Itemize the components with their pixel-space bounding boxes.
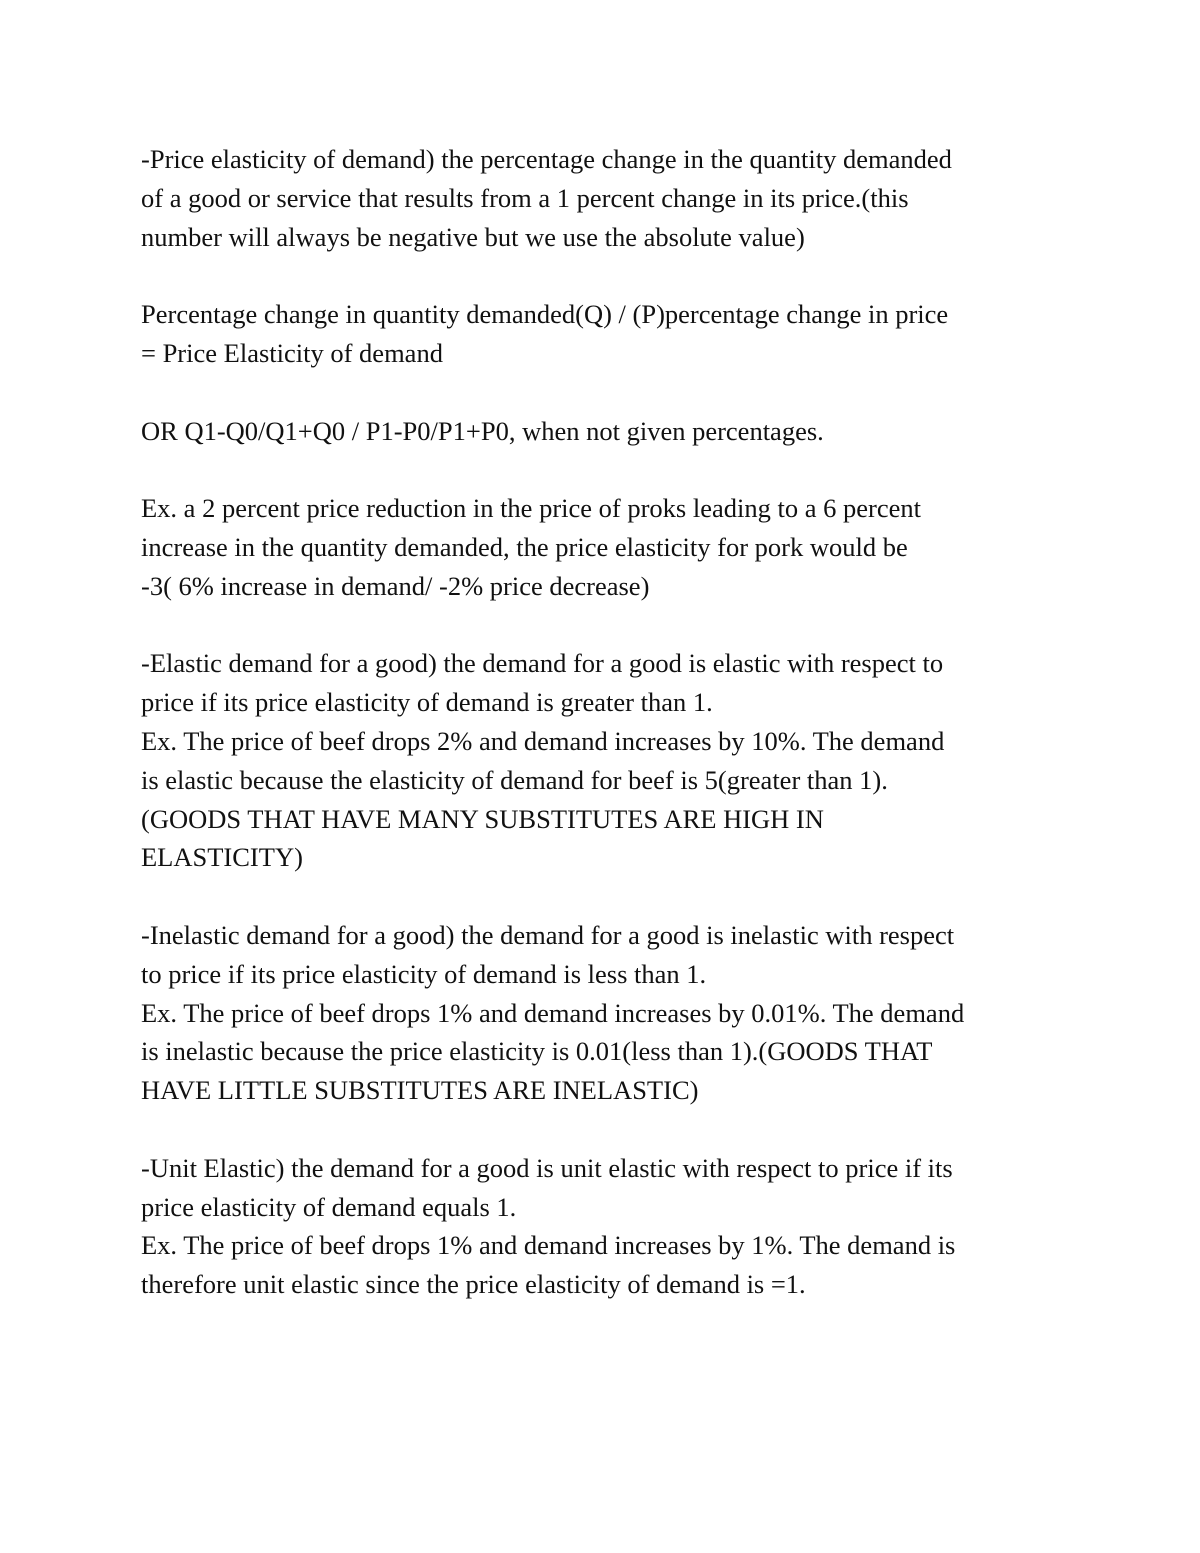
text-line: OR Q1-Q0/Q1+Q0 / P1-P0/P1+P0, when not given percentages. [141, 415, 824, 446]
text-line: is elastic because the elasticity of demand for beef is 5(greater than 1). [141, 764, 888, 795]
text-line: is inelastic because the price elasticity is 0.01(less than 1).(GOODS THAT [141, 1036, 933, 1067]
document-body [141, 140, 1071, 1343]
paragraph-midpoint-formula [141, 412, 1071, 451]
text-line: number will always be negative but we use the absolute value) [141, 221, 805, 252]
text-line: HAVE LITTLE SUBSTITUTES ARE INELASTIC) [141, 1075, 699, 1106]
text-line: = Price Elasticity of demand [141, 337, 443, 368]
text-line: to price if its price elasticity of demand is less than 1. [141, 958, 707, 989]
text-line: -Price elasticity of demand) the percentage change in the quantity demanded [141, 144, 952, 174]
paragraph-unit-elastic [141, 1149, 1071, 1304]
text-line: -Inelastic demand for a good) the demand for a good is inelastic with respect [141, 919, 955, 950]
paragraph-formula [141, 295, 1071, 373]
paragraph-price-elasticity-definition [141, 140, 1071, 256]
text-line: -3( 6% increase in demand/ -2% price decrease) [141, 570, 650, 601]
text-line: of a good or service that results from a 1 percent change in its price.(this [141, 182, 909, 213]
text-line: Ex. The price of beef drops 1% and demand increases by 1%. The demand is [141, 1230, 956, 1261]
text-line: increase in the quantity demanded, the price elasticity for pork would be [141, 531, 908, 562]
text-line: (GOODS THAT HAVE MANY SUBSTITUTES ARE HIGH IN [141, 803, 824, 834]
text-line: -Unit Elastic) the demand for a good is unit elastic with respect to price if its [141, 1152, 953, 1183]
text-line: ELASTICITY) [141, 842, 303, 873]
text-line: therefore unit elastic since the price elasticity of demand is =1. [141, 1269, 806, 1300]
text-line: Ex. The price of beef drops 2% and demand increases by 10%. The demand [141, 725, 945, 756]
text-line: -Elastic demand for a good) the demand for a good is elastic with respect to [141, 648, 944, 679]
text-line: Ex. The price of beef drops 1% and demand increases by 0.01%. The demand [141, 997, 965, 1028]
text-line: Ex. a 2 percent price reduction in the price of proks leading to a 6 percent [141, 493, 921, 524]
text-line: price if its price elasticity of demand is greater than 1. [141, 687, 713, 718]
paragraph-pork-example [141, 489, 1071, 605]
paragraph-elastic-demand [141, 644, 1071, 877]
paragraph-inelastic-demand [141, 916, 1071, 1110]
text-line: Percentage change in quantity demanded(Q) / (P)percentage change in price [141, 299, 949, 330]
text-line: price elasticity of demand equals 1. [141, 1191, 517, 1222]
